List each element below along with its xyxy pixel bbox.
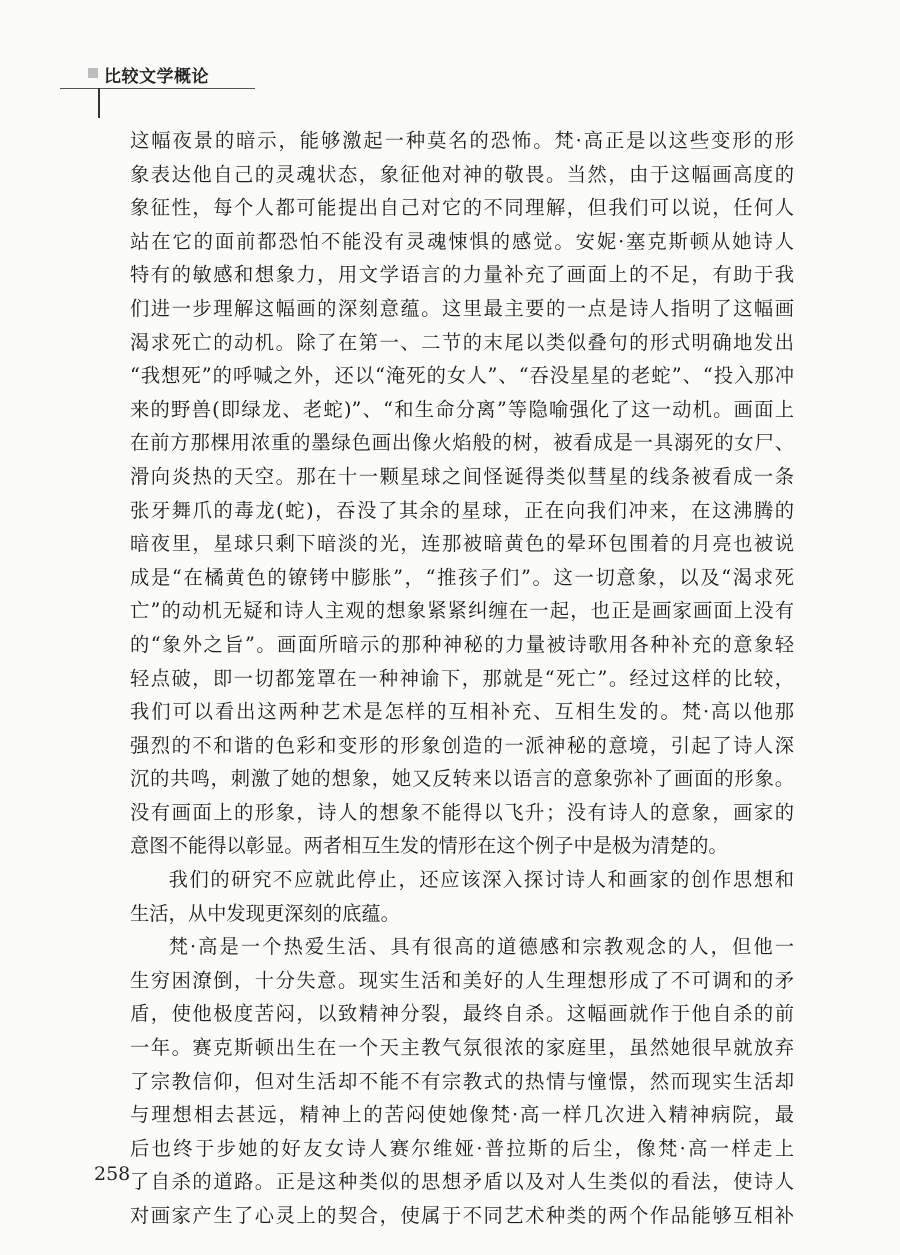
text-line: 象表达他自己的灵魂状态，象征他对神的敬畏。当然，由于这幅画高度的	[130, 162, 794, 186]
text-line: 与理想相去甚远，精神上的苦闷使她像梵·高一样几次进入精神病院，最	[130, 1103, 794, 1127]
text-line: 张牙舞爪的毒龙(蛇)，吞没了其余的星球，正在向我们冲来，在这沸腾的	[130, 498, 794, 522]
header-square-marker	[88, 68, 98, 78]
text-line: 生活，从中发现更深刻的底蕴。	[130, 901, 400, 925]
text-line: 生穷困潦倒，十分失意。现实生活和美好的人生理想形成了不可调和的矛	[130, 968, 794, 992]
page-number: 258	[94, 1163, 131, 1185]
text-line: 梵·高是一个热爱生活、具有很高的道德感和宗教观念的人，但他一	[168, 935, 794, 959]
text-line: 意图不能得以彰显。两者相互生发的情形在这个例子中是极为清楚的。	[130, 834, 728, 858]
text-line: 特有的敏感和想象力，用文学语言的力量补充了画面上的不足，有助于我	[130, 263, 794, 287]
text-line: 渴求死亡的动机。除了在第一、二节的末尾以类似叠句的形式明确地发出	[130, 330, 794, 354]
text-line: 盾，使他极度苦闷，以致精神分裂，最终自杀。这幅画就作于他自杀的前	[130, 1002, 794, 1026]
text-line: 亡”的动机无疑和诗人主观的想象紧紧纠缠在一起，也正是画家画面上没有	[130, 599, 794, 623]
text-line: 了自杀的道路。正是这种类似的思想矛盾以及对人生类似的看法，使诗人	[130, 1170, 794, 1194]
text-line: 的“象外之旨”。画面所暗示的那种神秘的力量被诗歌用各种补充的意象轻	[130, 632, 794, 656]
header-vertical-rule	[98, 88, 100, 118]
text-line: 在前方那棵用浓重的墨绿色画出像火焰般的树，被看成是一具溺死的女尸、	[130, 431, 794, 455]
text-line: 对画家产生了心灵上的契合，使属于不同艺术种类的两个作品能够互相补	[130, 1204, 794, 1227]
text-line: 象征性，每个人都可能提出自己对它的不同理解，但我们可以说，任何人	[130, 196, 794, 220]
text-line: 滑向炎热的天空。那在十一颗星球之间怪诞得类似彗星的线条被看成一条	[130, 464, 794, 488]
text-line: 这幅夜景的暗示，能够激起一种莫名的恐怖。梵·高正是以这些变形的形	[130, 129, 794, 152]
text-line: 我们的研究不应就此停止，还应该深入探讨诗人和画家的创作思想和	[168, 868, 794, 892]
text-line: 我们可以看出这两种艺术是怎样的互相补充、互相生发的。梵·高以他那	[130, 700, 794, 724]
text-line: 暗夜里，星球只剩下暗淡的光，连那被暗黄色的晕环包围着的月亮也被说	[130, 532, 794, 556]
header-rule	[60, 88, 255, 89]
text-line: 没有画面上的形象，诗人的想象不能得以飞升；没有诗人的意象，画家的	[130, 800, 794, 824]
running-header	[60, 62, 260, 122]
book-title: 比较文学概论	[104, 67, 209, 87]
text-line: 站在它的面前都恐怕不能没有灵魂悚惧的感觉。安妮·塞克斯顿从她诗人	[130, 229, 794, 253]
text-line: 来的野兽(即绿龙、老蛇)”、“和生命分离”等隐喻强化了这一动机。画面上	[130, 397, 794, 421]
text-line: 强烈的不和谐的色彩和变形的形象创造的一派神秘的意境，引起了诗人深	[130, 733, 794, 757]
text-line: 了宗教信仰，但对生活却不能不有宗教式的热情与憧憬，然而现实生活却	[130, 1069, 794, 1093]
body-text	[130, 124, 794, 1233]
text-line: 成是“在橘黄色的镣铐中膨胀”，“推孩子们”。这一切意象，以及“渴求死	[130, 565, 794, 589]
text-line: 沉的共鸣，刺激了她的想象，她又反转来以语言的意象弥补了画面的形象。	[130, 767, 794, 791]
text-line: 一年。赛克斯顿出生在一个天主教气氛很浓的家庭里，虽然她很早就放弃	[130, 1036, 794, 1060]
text-line: 们进一步理解这幅画的深刻意蕴。这里最主要的一点是诗人指明了这幅画	[130, 296, 794, 320]
text-line: 后也终于步她的好友女诗人赛尔维娅·普拉斯的后尘，像梵·高一样走上	[130, 1136, 794, 1160]
text-line: 轻点破，即一切都笼罩在一种神谕下，那就是“死亡”。经过这样的比较，	[130, 666, 794, 690]
text-line: “我想死”的呼喊之外，还以“淹死的女人”、“吞没星星的老蛇”、“投入那冲	[130, 364, 794, 388]
